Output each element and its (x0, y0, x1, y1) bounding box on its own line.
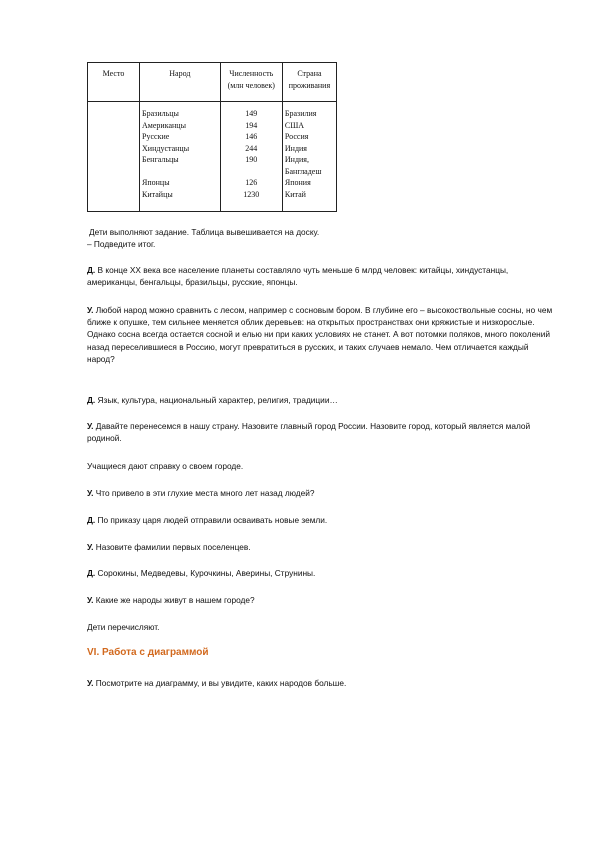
country-cell (282, 102, 336, 212)
paragraph-text: В конце XX века все население планеты составляло чуть меньше 6 млрд человек: китайцы, хиндустанцы, американцы, бенгальцы, бразильцы, русские, японцы. (87, 265, 509, 288)
paragraph (87, 420, 557, 444)
spacer (142, 166, 218, 178)
paragraph-text: Дети выполняют задание. Таблица вывешивается на доску. (89, 227, 320, 237)
country-name: Бразилия (284, 109, 317, 118)
paragraph-text: Сорокины, Медведевы, Курочкины, Аверины, Струнины. (97, 568, 316, 578)
country-name: Китай (284, 189, 306, 199)
country-name: Россия (284, 132, 309, 141)
count-value: 190 (245, 155, 258, 164)
paragraph-text: По приказу царя людей отправили осваивать новые земли. (97, 515, 328, 525)
place-cell (88, 102, 140, 212)
population-table (87, 62, 337, 212)
country-name: США (284, 120, 305, 130)
header-count: Численность (млн человек) (220, 63, 282, 102)
paragraph (87, 264, 557, 288)
paragraph-text: Назовите фамилии первых поселенцев. (95, 542, 251, 552)
paragraph-text: Язык, культура, национальный характер, религия, традиции… (97, 395, 338, 405)
people-name: Американцы (142, 120, 186, 130)
people-name: Китайцы (142, 189, 173, 199)
paragraph-text: – Подведите итог. (87, 239, 156, 249)
country-name: Индия (284, 143, 307, 153)
paragraph-text: Любой народ можно сравнить с лесом, например с сосновым бором. В глубине его – высокоствольные сосны, но чем ближе к опушке, тем сильнее меняется облик деревьев: на открытых пространствах они кряжистые и низкорослые. Однако сосна всегда остается сосной и елью ни при каких условиях не станет. А вот потомки поляков, много поколений назад переселившиеся в Россию, могут превратиться в русских, и таких случаев немало. Чем отличается каждый народ? (87, 305, 553, 364)
count-value: 146 (245, 132, 258, 141)
speaker-label: Д. (87, 515, 96, 525)
header-people: Народ (140, 63, 221, 102)
speaker-label: У. (87, 595, 94, 605)
count-value: 149 (245, 109, 258, 118)
country-name: Бангладеш (284, 166, 322, 176)
count-value: 194 (245, 120, 258, 130)
paragraph (87, 541, 557, 553)
people-name: Русские (142, 132, 170, 141)
paragraph (87, 621, 557, 633)
paragraph-text: Давайте перенесемся в нашу страну. Назовите главный город России. Назовите город, который является малой родиной. (87, 421, 531, 444)
people-cell (140, 102, 221, 212)
count-value: 244 (245, 143, 258, 153)
table-row (88, 102, 337, 212)
paragraph (87, 238, 557, 250)
speaker-label: У. (87, 542, 94, 552)
paragraph (87, 567, 557, 579)
paragraph (87, 304, 557, 365)
section-heading: VI. Работа с диаграммой (87, 647, 209, 658)
paragraph-text: Учащиеся дают справку о своем городе. (87, 461, 244, 471)
count-cell (220, 102, 282, 212)
country-name: Япония (284, 178, 311, 187)
speaker-label: Д. (87, 265, 96, 275)
paragraph-text: Посмотрите на диаграмму, и вы увидите, каких народов больше. (95, 678, 347, 688)
speaker-label: У. (87, 421, 94, 431)
paragraph (87, 394, 557, 406)
count-value: 1230 (243, 189, 260, 199)
paragraph (87, 487, 557, 499)
people-name: Японцы (142, 178, 170, 187)
spacer (223, 166, 280, 178)
table-header-row (88, 63, 337, 102)
speaker-label: У. (87, 678, 94, 688)
count-value: 126 (245, 178, 258, 187)
paragraph-text: Дети перечисляют. (87, 622, 160, 632)
paragraph-text: Какие же народы живут в нашем городе? (95, 595, 255, 605)
people-name: Бенгальцы (142, 155, 179, 164)
speaker-label: Д. (87, 568, 96, 578)
paragraph-text: Что привело в эти глухие места много лет назад людей? (95, 488, 315, 498)
speaker-label: У. (87, 488, 94, 498)
paragraph (87, 594, 557, 606)
people-name: Бразильцы (142, 109, 179, 118)
speaker-label: У. (87, 305, 94, 315)
paragraph (89, 226, 559, 238)
paragraph (87, 514, 557, 526)
country-name: Индия, (284, 155, 309, 164)
speaker-label: Д. (87, 395, 96, 405)
header-country: Страна проживания (282, 63, 336, 102)
paragraph (87, 677, 557, 689)
header-place: Место (88, 63, 140, 102)
people-name: Хиндустанцы (142, 143, 190, 153)
paragraph (87, 460, 557, 472)
